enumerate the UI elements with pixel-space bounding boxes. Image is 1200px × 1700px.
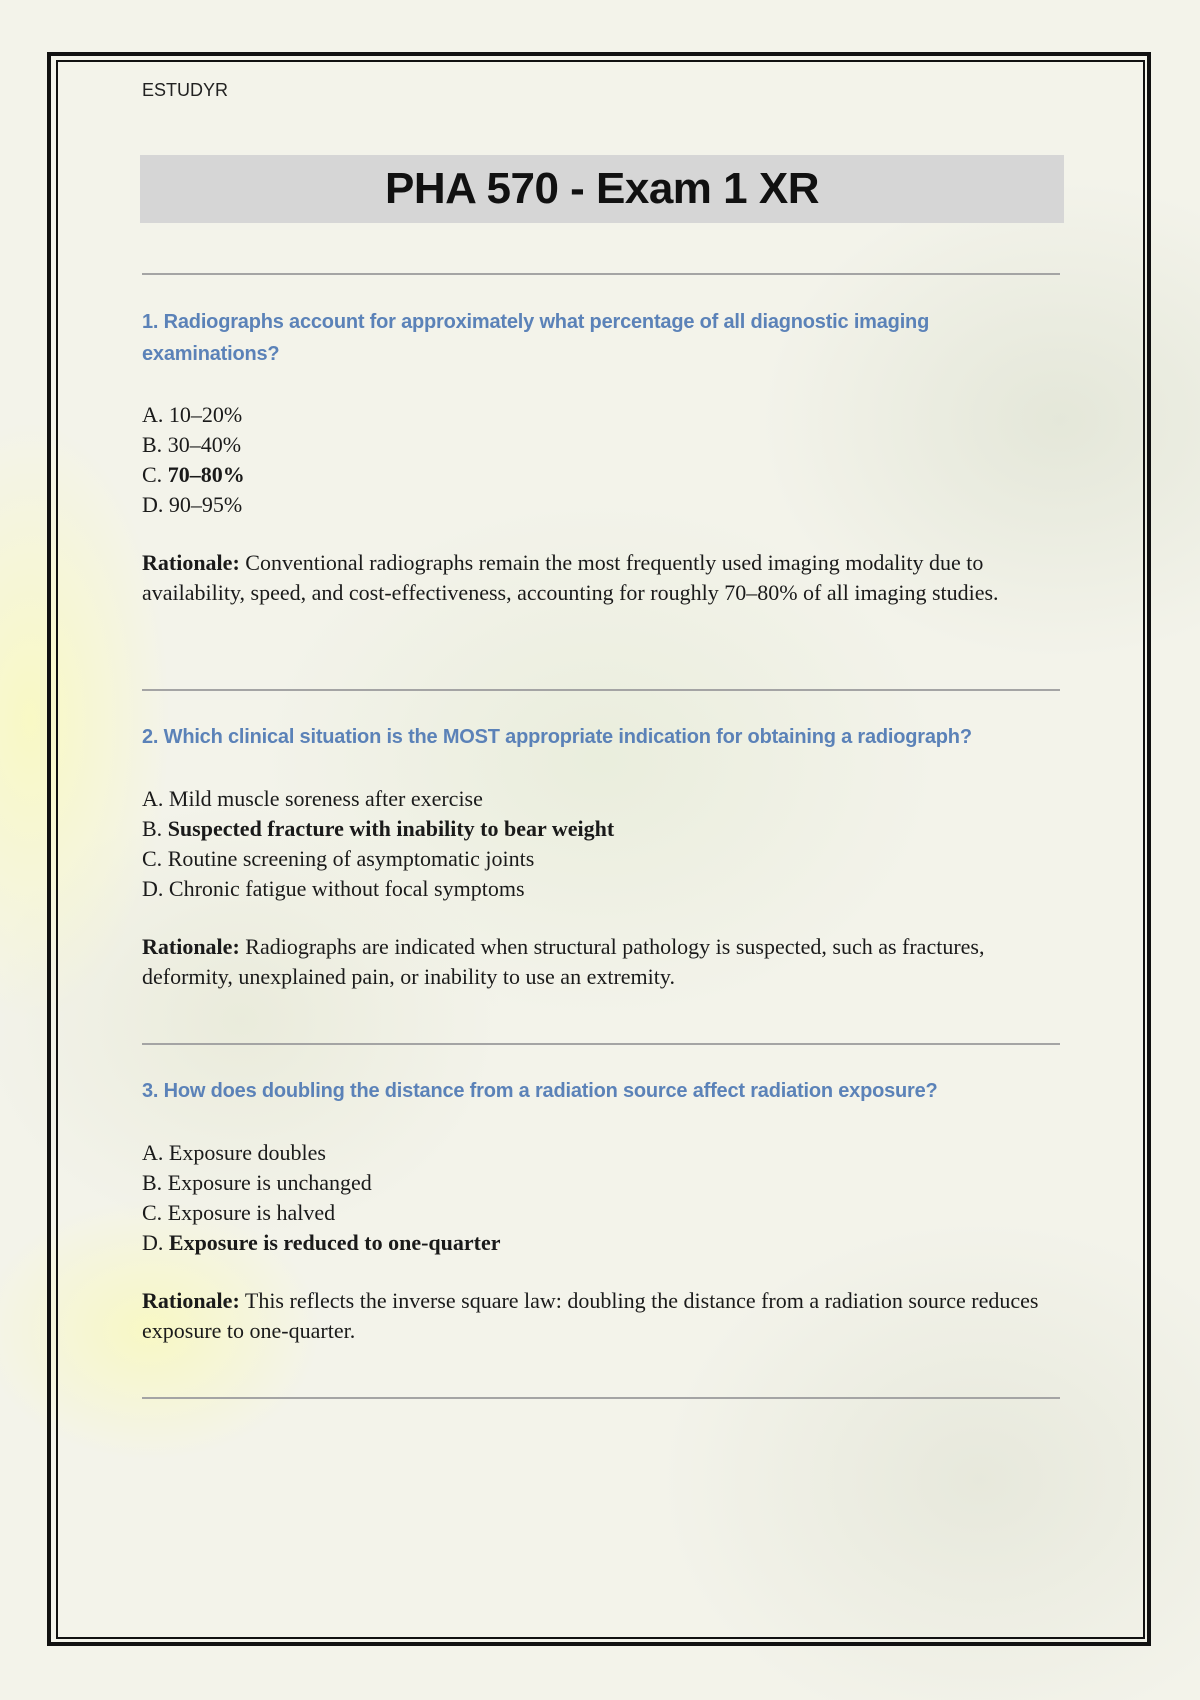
option-letter: B. — [142, 816, 163, 841]
option-text: Exposure is halved — [167, 1200, 336, 1225]
option-letter: D. — [142, 492, 164, 517]
option-text: Chronic fatigue without focal symptoms — [168, 876, 525, 901]
divider — [142, 273, 1060, 275]
rationale — [142, 932, 1052, 992]
answer-option — [142, 1138, 1042, 1168]
page-title: PHA 570 - Exam 1 XR — [385, 164, 819, 213]
divider — [142, 689, 1060, 691]
option-text: 30–40% — [167, 432, 242, 457]
option-letter: D. — [142, 876, 164, 901]
option-letter: B. — [142, 432, 163, 457]
option-text: 10–20% — [168, 402, 243, 427]
option-letter: A. — [142, 786, 164, 811]
answer-option — [142, 490, 1042, 520]
option-text: Exposure is reduced to one-quarter — [168, 1230, 501, 1255]
answer-option — [142, 1198, 1042, 1228]
option-text: Exposure doubles — [168, 1140, 326, 1165]
option-text: Suspected fracture with inability to bear weight — [167, 816, 615, 841]
answer-option — [142, 1168, 1042, 1198]
option-letter: C. — [142, 1200, 163, 1225]
rationale-label: Rationale: — [142, 550, 240, 575]
rationale — [142, 548, 1052, 608]
answer-options — [142, 1138, 1042, 1258]
rationale-label: Rationale: — [142, 934, 240, 959]
answer-option-correct — [142, 1228, 1042, 1258]
option-letter: B. — [142, 1170, 163, 1195]
question-text: 3. How does doubling the distance from a radiation source affect radiation exposure? — [142, 1080, 938, 1102]
option-letter: C. — [142, 462, 163, 487]
answer-options — [142, 400, 1042, 520]
rationale-text: Conventional radiographs remain the most frequently used imaging modality due to availability, speed, and cost-effectiveness, accounting for roughly 70–80% of all imaging studies. — [142, 550, 999, 605]
option-text: Exposure is unchanged — [167, 1170, 372, 1195]
brand-label: ESTUDYR — [142, 80, 229, 100]
option-letter: D. — [142, 1230, 164, 1255]
question-text: 1. Radiographs account for approximately what percentage of all diagnostic imaging examinations? — [142, 311, 930, 365]
option-text: Routine screening of asymptomatic joints — [167, 846, 535, 871]
answer-option — [142, 400, 1042, 430]
answer-option — [142, 844, 1042, 874]
answer-option-correct — [142, 814, 1042, 844]
option-text: Mild muscle soreness after exercise — [168, 786, 483, 811]
option-letter: A. — [142, 402, 164, 427]
question-text: 2. Which clinical situation is the MOST appropriate indication for obtaining a radiograph? — [142, 726, 972, 748]
option-letter: C. — [142, 846, 163, 871]
answer-option — [142, 874, 1042, 904]
rationale-label: Rationale: — [142, 1288, 240, 1313]
rationale-text: This reflects the inverse square law: doubling the distance from a radiation source reduces exposure to one-quarter. — [142, 1288, 1039, 1343]
rationale-text: Radiographs are indicated when structural pathology is suspected, such as fractures, deformity, unexplained pain, or inability to use an extremity. — [142, 934, 985, 989]
option-letter: A. — [142, 1140, 164, 1165]
option-text: 90–95% — [168, 492, 243, 517]
answer-option — [142, 784, 1042, 814]
answer-option-correct — [142, 460, 1042, 490]
divider — [142, 1397, 1060, 1399]
option-text: 70–80% — [167, 462, 245, 487]
title-banner — [140, 155, 1064, 223]
answer-option — [142, 430, 1042, 460]
rationale — [142, 1286, 1052, 1346]
answer-options — [142, 784, 1042, 904]
divider — [142, 1043, 1060, 1045]
